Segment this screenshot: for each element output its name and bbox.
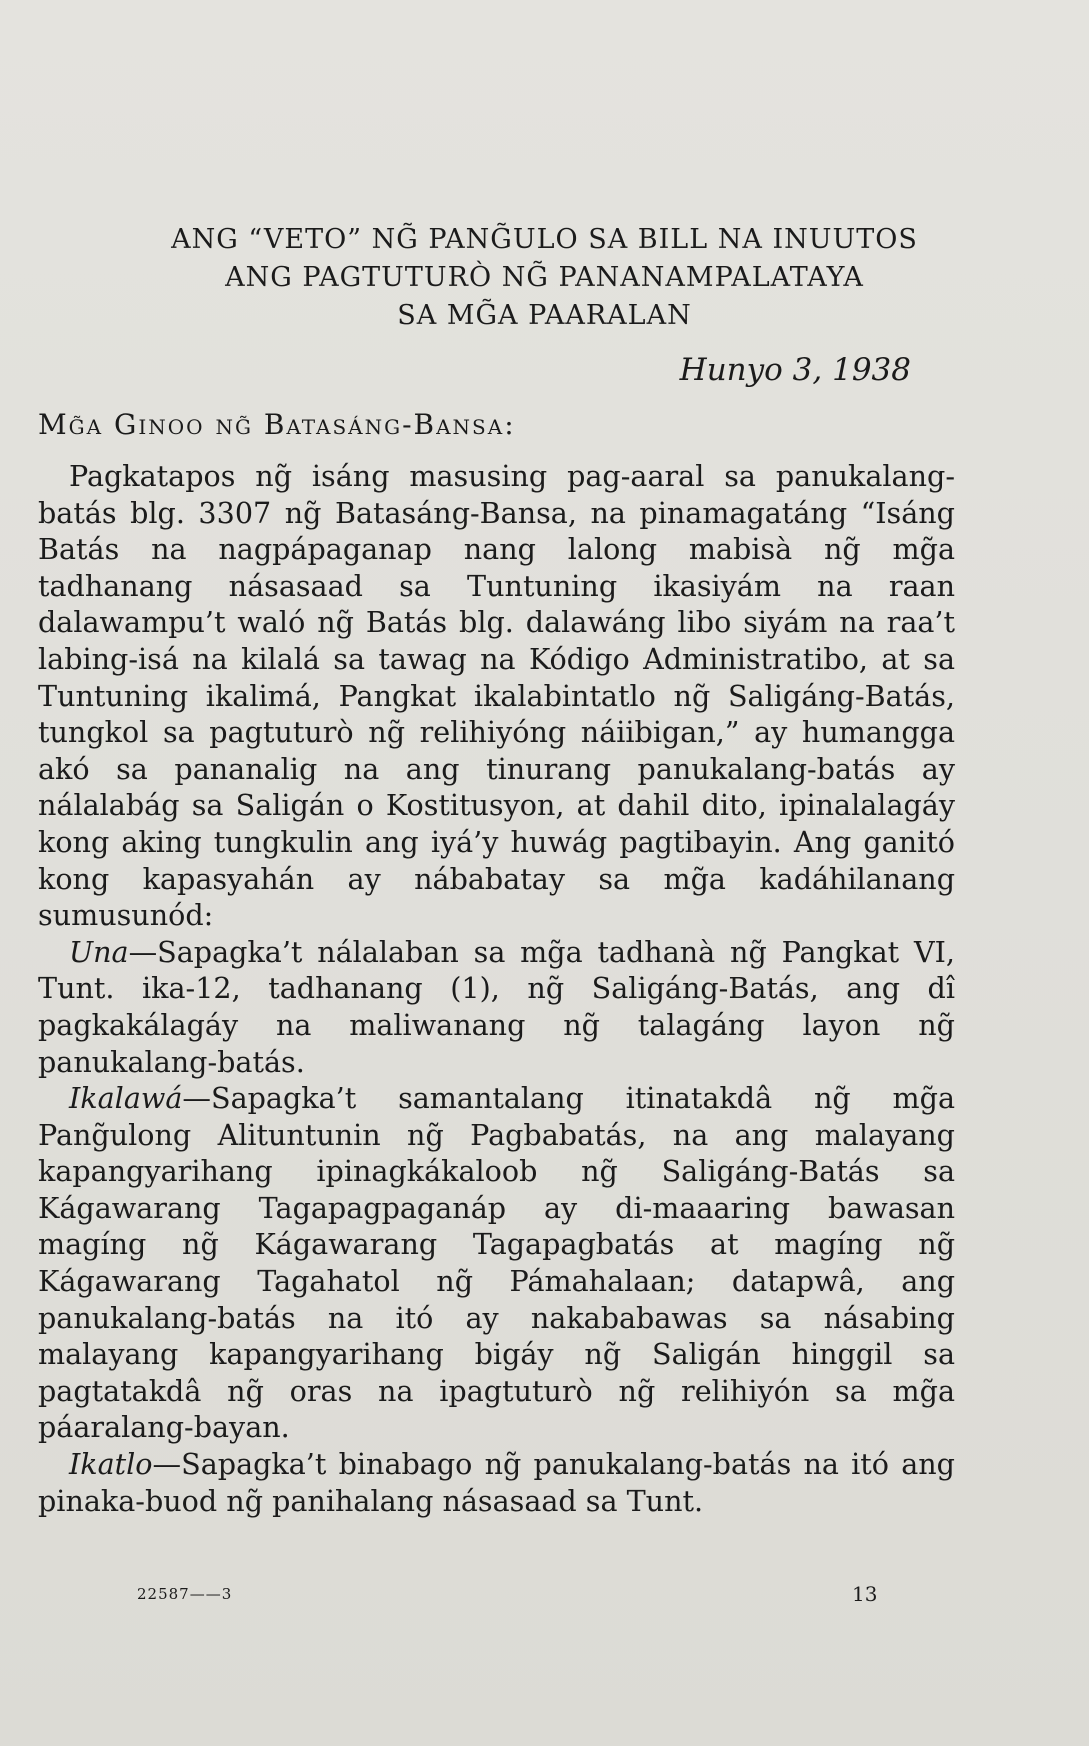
paragraph-una-label: Una <box>69 934 129 969</box>
title-line-3: SA MG̃A PAARALAN <box>397 300 692 331</box>
letter-date: Hunyo 3, 1938 <box>679 352 911 388</box>
paragraph-ikalawa-label: Ikalawá <box>69 1081 183 1116</box>
paragraph-ikalawa-text: —Sapagka’t samantalang itinatakdâ ng̃ mg̃a Pang̃ulong Alituntunin ng̃ Pagbabatás, na ang malayang kapangyarihang ipinagkákaloob ng̃ Saligáng-Batás sa Kágawarang Tagapagpaganáp ay di-maaaring bawasan magíng ng̃ Kágawarang Tagapagbatás at magíng ng̃ Kágawarang Tagahatol ng̃ Pámahalaan; datapwâ, ang panukalang-batás na itó ay nakababawas sa násabing malayang kapangyarihang bigáy ng̃ Saligán hinggil sa pagtatakdâ ng̃ oras na ipagtuturò ng̃ relihiyón sa mg̃a páaralang-bayan. <box>38 1081 955 1445</box>
paragraph-ikatlo-label: Ikatlo <box>69 1447 153 1482</box>
paragraph-intro: Pagkatapos ng̃ isáng masusing pag-aaral sa panukalang-batás blg. 3307 ng̃ Batasáng-Bansa, na pinamagatáng “Isáng Batás na nagpápaganap nang lalong mabisà ng̃ mg̃a tadhanang násasaad sa Tuntuning ikasiyám na raan dalawampu’t waló ng̃ Batás blg. dalawáng libo siyám na raa’t labing-isá na kilalá sa tawag na Kódigo Administratibo, at sa Tuntuning ikalimá, Pangkat ikalabintatlo ng̃ Saligáng-Batás, tungkol sa pagtuturò ng̃ relihiyóng náiibigan,” ay humangga akó sa pananalig na ang tinurang panukalang-batás ay nálalabág sa Saligán o Kostitusyon, at dahil dito, ipinalalagáy kong aking tungkulin ang iyá’y huwág pagtibayin. Ang ganitó kong kapasyahán ay nábabatay sa mg̃a kadáhilanang sumusunód: <box>38 459 955 933</box>
letter-body <box>38 458 955 1519</box>
title-line-2: ANG PAGTUTURÒ NG̃ PANANAMPALATAYA <box>225 262 864 293</box>
title-line-1: ANG “VETO” NG̃ PANG̃ULO SA BILL NA INUUTOS <box>171 224 918 255</box>
paragraph-una <box>38 934 955 1080</box>
print-code: 22587——3 <box>137 1585 233 1603</box>
page-number: 13 <box>852 1582 878 1606</box>
paragraph-una-text: —Sapagka’t nálalaban sa mg̃a tadhanà ng̃ Pangkat VI, Tunt. ika-12, tadhanang (1), ng̃ Saligáng-Batás, ang dî pagkakálagáy na maliwanang ng̃ talagáng layon ng̃ panukalang-batás. <box>38 934 955 1079</box>
paragraph-ikatlo-text: —Sapagka’t binabago ng̃ panukalang-batás na itó ang pinaka-buod ng̃ panihalang násasaad sa Tunt. <box>38 1447 955 1518</box>
paragraph-ikalawa <box>38 1080 955 1446</box>
paragraph-ikatlo <box>38 1446 955 1519</box>
salutation: Mg̃a Ginoo ng̃ Batasáng-Bansa: <box>38 408 516 441</box>
